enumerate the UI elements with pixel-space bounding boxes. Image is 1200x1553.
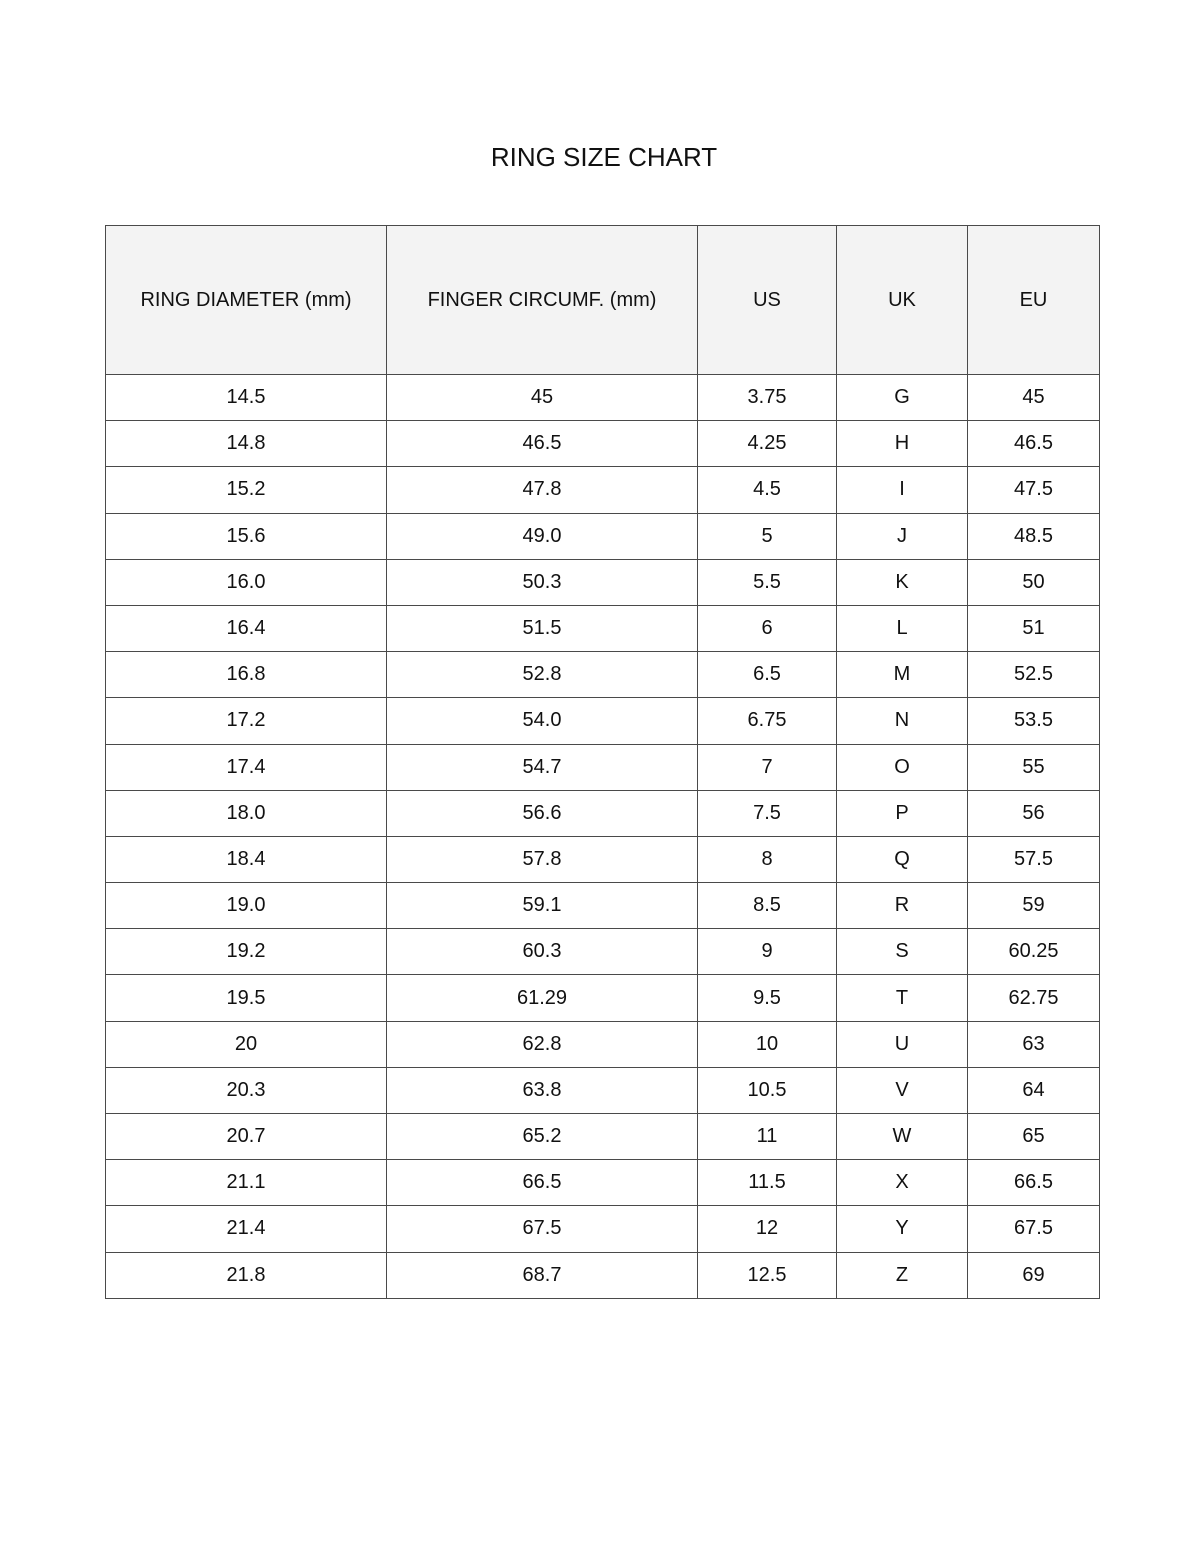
cell-ring-diameter: 17.4 xyxy=(106,744,387,790)
cell-eu: 60.25 xyxy=(968,929,1100,975)
table-row xyxy=(106,1067,1100,1113)
cell-us: 4.5 xyxy=(698,467,837,513)
cell-us: 10.5 xyxy=(698,1067,837,1113)
table-row xyxy=(106,836,1100,882)
cell-uk: H xyxy=(837,421,968,467)
cell-ring-diameter: 19.0 xyxy=(106,883,387,929)
cell-ring-diameter: 14.8 xyxy=(106,421,387,467)
cell-eu: 48.5 xyxy=(968,513,1100,559)
cell-ring-diameter: 14.5 xyxy=(106,375,387,421)
cell-finger-circumference: 60.3 xyxy=(387,929,698,975)
table-row xyxy=(106,375,1100,421)
cell-uk: P xyxy=(837,790,968,836)
table-row xyxy=(106,1206,1100,1252)
cell-ring-diameter: 21.4 xyxy=(106,1206,387,1252)
cell-uk: N xyxy=(837,698,968,744)
table-row xyxy=(106,421,1100,467)
cell-uk: Y xyxy=(837,1206,968,1252)
cell-finger-circumference: 66.5 xyxy=(387,1160,698,1206)
cell-uk: K xyxy=(837,559,968,605)
cell-us: 6 xyxy=(698,605,837,651)
header-finger-circumference: FINGER CIRCUMF. (mm) xyxy=(387,226,698,375)
cell-eu: 56 xyxy=(968,790,1100,836)
cell-eu: 46.5 xyxy=(968,421,1100,467)
cell-eu: 59 xyxy=(968,883,1100,929)
cell-finger-circumference: 63.8 xyxy=(387,1067,698,1113)
cell-ring-diameter: 19.2 xyxy=(106,929,387,975)
cell-ring-diameter: 16.0 xyxy=(106,559,387,605)
cell-uk: X xyxy=(837,1160,968,1206)
table-row xyxy=(106,790,1100,836)
cell-eu: 47.5 xyxy=(968,467,1100,513)
cell-us: 12.5 xyxy=(698,1252,837,1298)
cell-ring-diameter: 15.2 xyxy=(106,467,387,513)
cell-uk: I xyxy=(837,467,968,513)
header-row xyxy=(106,226,1100,375)
cell-finger-circumference: 56.6 xyxy=(387,790,698,836)
cell-uk: M xyxy=(837,652,968,698)
cell-us: 12 xyxy=(698,1206,837,1252)
cell-uk: L xyxy=(837,605,968,651)
cell-us: 3.75 xyxy=(698,375,837,421)
cell-eu: 64 xyxy=(968,1067,1100,1113)
cell-us: 5 xyxy=(698,513,837,559)
table-row xyxy=(106,929,1100,975)
cell-ring-diameter: 21.8 xyxy=(106,1252,387,1298)
table-row xyxy=(106,744,1100,790)
cell-eu: 50 xyxy=(968,559,1100,605)
table-row xyxy=(106,652,1100,698)
cell-finger-circumference: 54.0 xyxy=(387,698,698,744)
cell-finger-circumference: 45 xyxy=(387,375,698,421)
table-row xyxy=(106,975,1100,1021)
cell-ring-diameter: 18.4 xyxy=(106,836,387,882)
cell-finger-circumference: 59.1 xyxy=(387,883,698,929)
cell-uk: S xyxy=(837,929,968,975)
cell-eu: 66.5 xyxy=(968,1160,1100,1206)
table-row xyxy=(106,605,1100,651)
cell-uk: Q xyxy=(837,836,968,882)
header-eu: EU xyxy=(968,226,1100,375)
cell-ring-diameter: 17.2 xyxy=(106,698,387,744)
cell-eu: 62.75 xyxy=(968,975,1100,1021)
cell-us: 8 xyxy=(698,836,837,882)
cell-finger-circumference: 52.8 xyxy=(387,652,698,698)
cell-uk: G xyxy=(837,375,968,421)
cell-finger-circumference: 46.5 xyxy=(387,421,698,467)
cell-eu: 51 xyxy=(968,605,1100,651)
page-title: RING SIZE CHART xyxy=(490,142,718,172)
table-row xyxy=(106,559,1100,605)
cell-us: 11.5 xyxy=(698,1160,837,1206)
cell-finger-circumference: 67.5 xyxy=(387,1206,698,1252)
cell-ring-diameter: 20.3 xyxy=(106,1067,387,1113)
table-row xyxy=(106,513,1100,559)
cell-eu: 69 xyxy=(968,1252,1100,1298)
cell-us: 10 xyxy=(698,1021,837,1067)
cell-eu: 57.5 xyxy=(968,836,1100,882)
cell-eu: 67.5 xyxy=(968,1206,1100,1252)
cell-us: 6.75 xyxy=(698,698,837,744)
cell-ring-diameter: 19.5 xyxy=(106,975,387,1021)
header-ring-diameter: RING DIAMETER (mm) xyxy=(106,226,387,375)
cell-ring-diameter: 16.8 xyxy=(106,652,387,698)
table-row xyxy=(106,1160,1100,1206)
cell-finger-circumference: 49.0 xyxy=(387,513,698,559)
cell-eu: 63 xyxy=(968,1021,1100,1067)
cell-ring-diameter: 21.1 xyxy=(106,1160,387,1206)
cell-us: 9 xyxy=(698,929,837,975)
cell-us: 9.5 xyxy=(698,975,837,1021)
cell-finger-circumference: 62.8 xyxy=(387,1021,698,1067)
cell-ring-diameter: 16.4 xyxy=(106,605,387,651)
cell-ring-diameter: 18.0 xyxy=(106,790,387,836)
cell-ring-diameter: 15.6 xyxy=(106,513,387,559)
cell-us: 11 xyxy=(698,1114,837,1160)
table-row xyxy=(106,1021,1100,1067)
cell-finger-circumference: 54.7 xyxy=(387,744,698,790)
table-row xyxy=(106,1252,1100,1298)
table-row xyxy=(106,467,1100,513)
ring-size-table xyxy=(105,225,1100,1299)
cell-us: 7.5 xyxy=(698,790,837,836)
header-us: US xyxy=(698,226,837,375)
cell-uk: Z xyxy=(837,1252,968,1298)
cell-uk: U xyxy=(837,1021,968,1067)
cell-ring-diameter: 20.7 xyxy=(106,1114,387,1160)
cell-finger-circumference: 51.5 xyxy=(387,605,698,651)
cell-uk: R xyxy=(837,883,968,929)
cell-finger-circumference: 47.8 xyxy=(387,467,698,513)
table-body xyxy=(106,375,1100,1299)
table-row xyxy=(106,1114,1100,1160)
cell-eu: 65 xyxy=(968,1114,1100,1160)
cell-eu: 53.5 xyxy=(968,698,1100,744)
cell-finger-circumference: 61.29 xyxy=(387,975,698,1021)
cell-us: 8.5 xyxy=(698,883,837,929)
cell-finger-circumference: 57.8 xyxy=(387,836,698,882)
cell-us: 4.25 xyxy=(698,421,837,467)
cell-uk: T xyxy=(837,975,968,1021)
cell-uk: J xyxy=(837,513,968,559)
header-uk: UK xyxy=(837,226,968,375)
cell-uk: O xyxy=(837,744,968,790)
cell-us: 6.5 xyxy=(698,652,837,698)
cell-finger-circumference: 50.3 xyxy=(387,559,698,605)
cell-finger-circumference: 65.2 xyxy=(387,1114,698,1160)
cell-us: 7 xyxy=(698,744,837,790)
cell-eu: 55 xyxy=(968,744,1100,790)
cell-uk: V xyxy=(837,1067,968,1113)
cell-eu: 45 xyxy=(968,375,1100,421)
cell-ring-diameter: 20 xyxy=(106,1021,387,1067)
table-row xyxy=(106,698,1100,744)
cell-eu: 52.5 xyxy=(968,652,1100,698)
cell-finger-circumference: 68.7 xyxy=(387,1252,698,1298)
cell-uk: W xyxy=(837,1114,968,1160)
table-row xyxy=(106,883,1100,929)
cell-us: 5.5 xyxy=(698,559,837,605)
